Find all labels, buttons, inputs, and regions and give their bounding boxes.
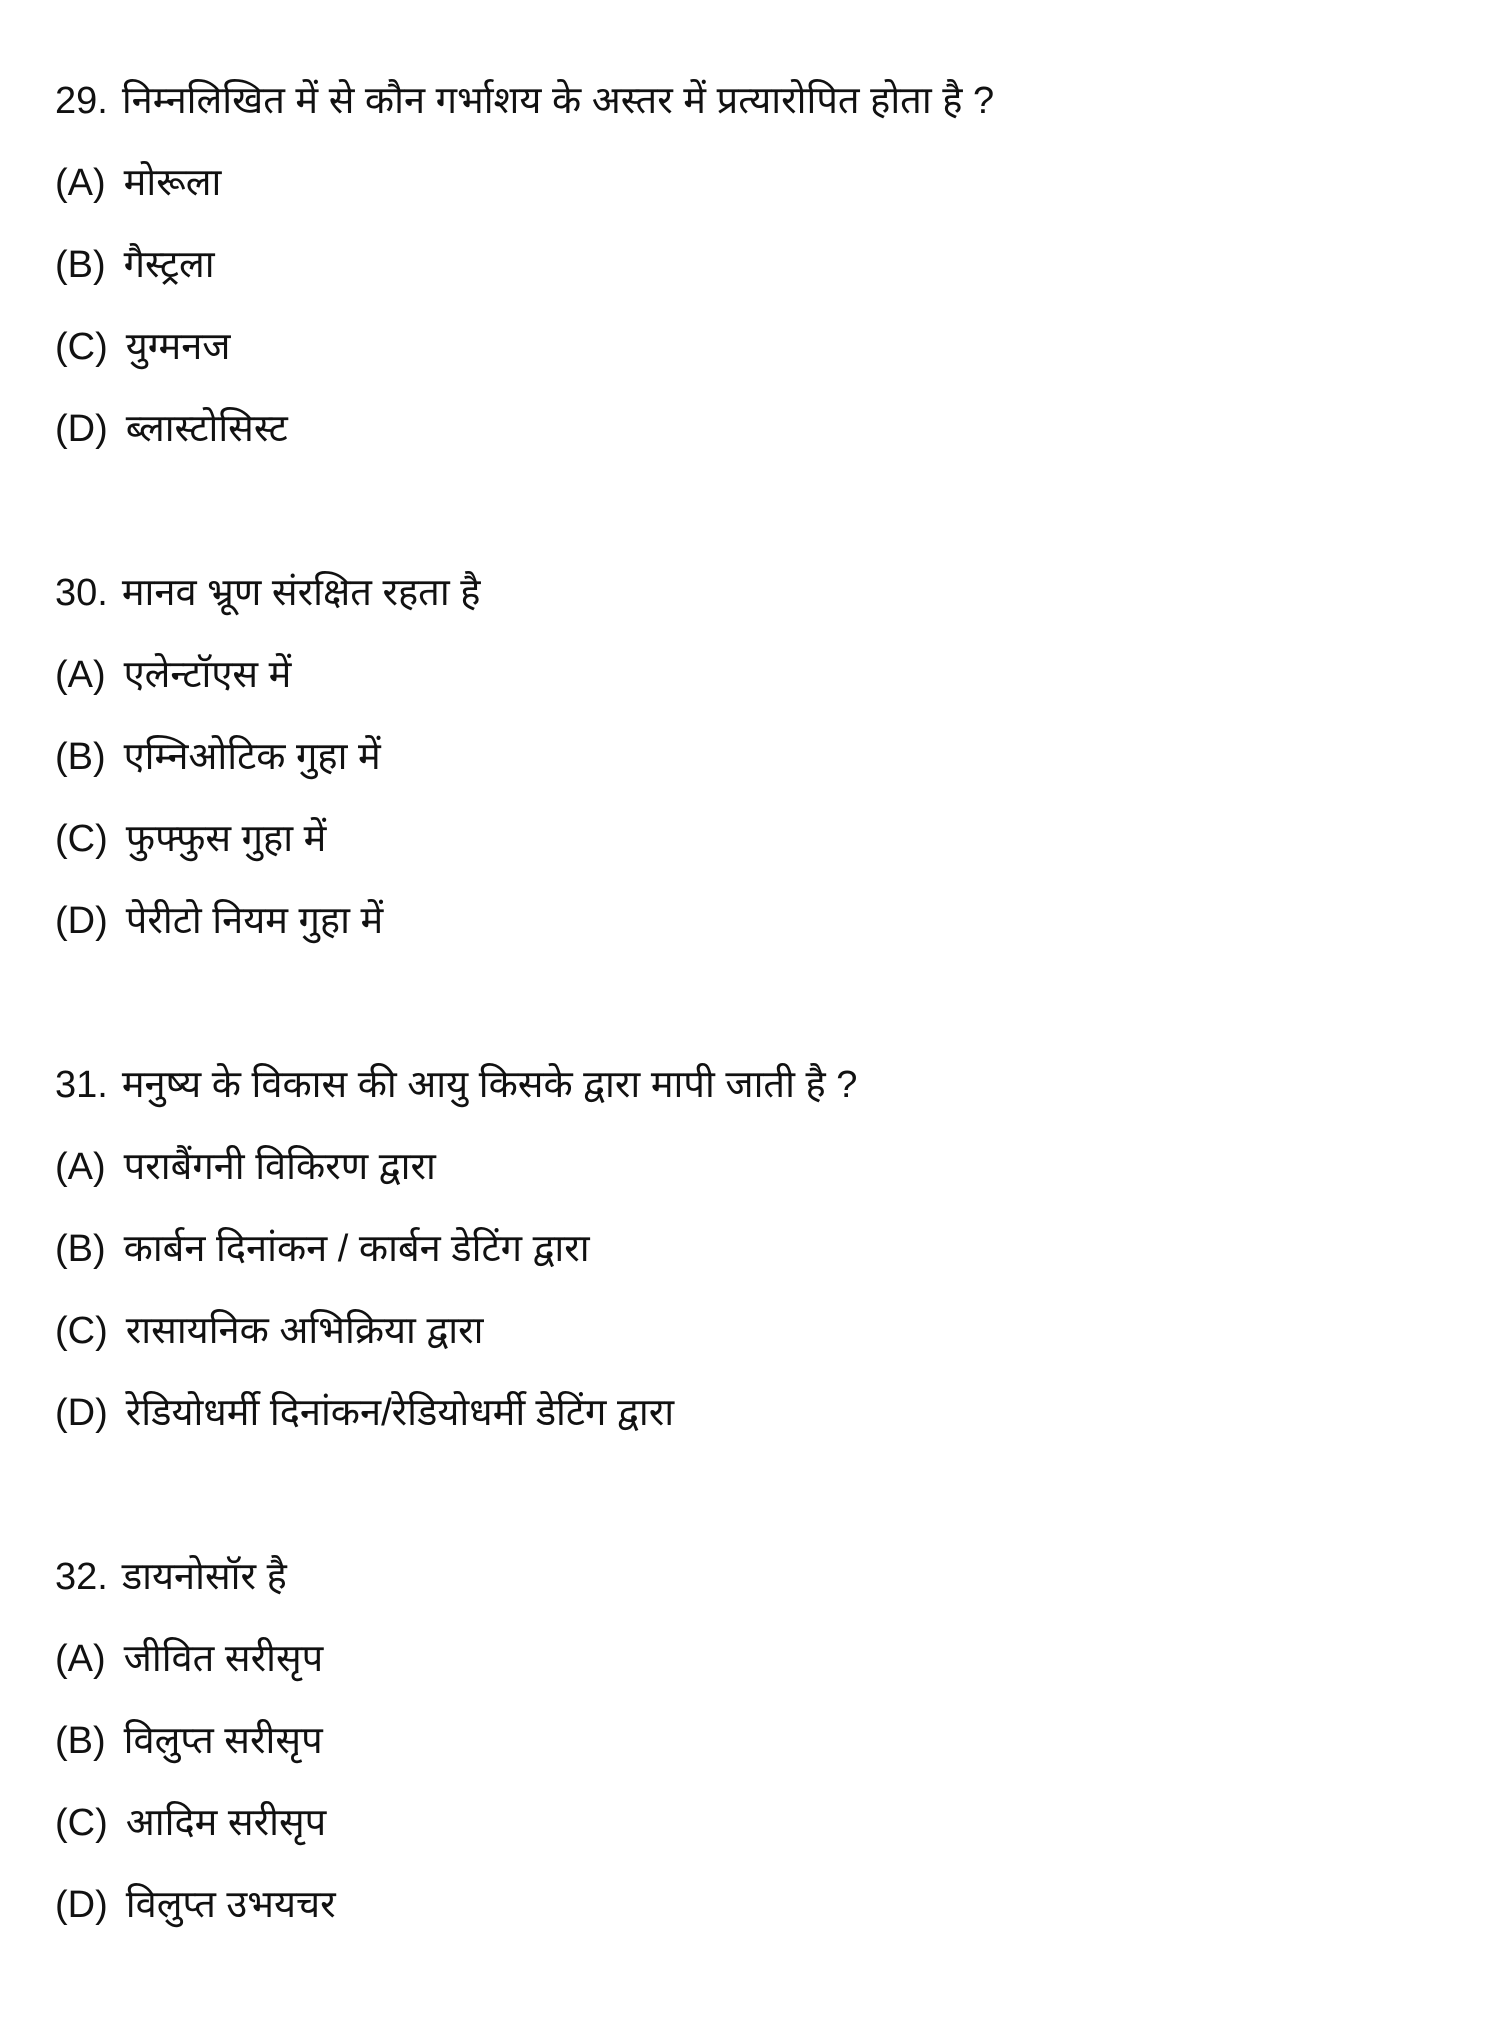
answer-option: [55, 224, 1455, 306]
answer-option: [55, 1126, 1455, 1208]
option-label: (D): [55, 408, 108, 450]
answer-option: [55, 1700, 1455, 1782]
answer-option: [55, 1864, 1455, 1946]
answer-option: [55, 388, 1455, 470]
option-text: पराबैंगनी विकिरण द्वारा: [123, 1146, 436, 1188]
option-text: आदिम सरीसृप: [125, 1802, 327, 1844]
option-label: (B): [55, 1720, 106, 1762]
option-text: विलुप्त उभयचर: [125, 1884, 336, 1926]
question-number: 31.: [55, 1064, 108, 1106]
option-label: (C): [55, 818, 108, 860]
answer-option: [55, 142, 1455, 224]
answer-option: [55, 880, 1455, 962]
question-stem: [55, 1536, 1455, 1618]
answer-option: [55, 1290, 1455, 1372]
answer-option: [55, 634, 1455, 716]
question-block: [55, 60, 1455, 470]
question-stem: [55, 1044, 1455, 1126]
option-label: (B): [55, 736, 106, 778]
option-text: एलेन्टॉएस में: [123, 654, 292, 696]
option-text: ब्लास्टोसिस्ट: [125, 408, 288, 450]
answer-option: [55, 1618, 1455, 1700]
option-label: (B): [55, 244, 106, 286]
answer-option: [55, 1208, 1455, 1290]
option-label: (C): [55, 326, 108, 368]
question-text: मानव भ्रूण संरक्षित रहता है: [121, 572, 481, 614]
option-label: (C): [55, 1802, 108, 1844]
option-label: (D): [55, 900, 108, 942]
question-number: 30.: [55, 572, 108, 614]
option-label: (C): [55, 1310, 108, 1352]
question-text: निम्नलिखित में से कौन गर्भाशय के अस्तर में प्रत्यारोपित होता है ?: [121, 80, 995, 122]
question-text: डायनोसॉर है: [121, 1556, 287, 1598]
option-label: (B): [55, 1228, 106, 1270]
option-text: विलुप्त सरीसृप: [123, 1720, 323, 1762]
option-text: एम्निओटिक गुहा में: [123, 736, 381, 778]
question-text: मनुष्य के विकास की आयु किसके द्वारा मापी जाती है ?: [121, 1064, 858, 1106]
option-label: (D): [55, 1392, 108, 1434]
option-label: (D): [55, 1884, 108, 1926]
option-text: मोरूला: [123, 162, 222, 204]
question-block: [55, 1536, 1455, 1946]
question-block: [55, 1044, 1455, 1454]
question-block: [55, 552, 1455, 962]
question-stem: [55, 552, 1455, 634]
answer-option: [55, 798, 1455, 880]
option-text: गैस्ट्रला: [123, 244, 215, 286]
option-text: फुफ्फुस गुहा में: [125, 818, 327, 860]
option-label: (A): [55, 162, 106, 204]
option-text: जीवित सरीसृप: [123, 1638, 324, 1680]
answer-option: [55, 306, 1455, 388]
question-stem: [55, 60, 1455, 142]
question-number: 32.: [55, 1556, 108, 1598]
option-label: (A): [55, 1146, 106, 1188]
option-text: रासायनिक अभिक्रिया द्वारा: [125, 1310, 484, 1352]
option-label: (A): [55, 654, 106, 696]
option-text: युग्मनज: [125, 326, 231, 368]
option-text: रेडियोधर्मी दिनांकन/रेडियोधर्मी डेटिंग द्वारा: [125, 1392, 675, 1434]
answer-option: [55, 716, 1455, 798]
answer-option: [55, 1782, 1455, 1864]
question-number: 29.: [55, 80, 108, 122]
answer-option: [55, 1372, 1455, 1454]
option-text: कार्बन दिनांकन / कार्बन डेटिंग द्वारा: [123, 1228, 590, 1270]
option-text: पेरीटो नियम गुहा में: [125, 900, 384, 942]
option-label: (A): [55, 1638, 106, 1680]
